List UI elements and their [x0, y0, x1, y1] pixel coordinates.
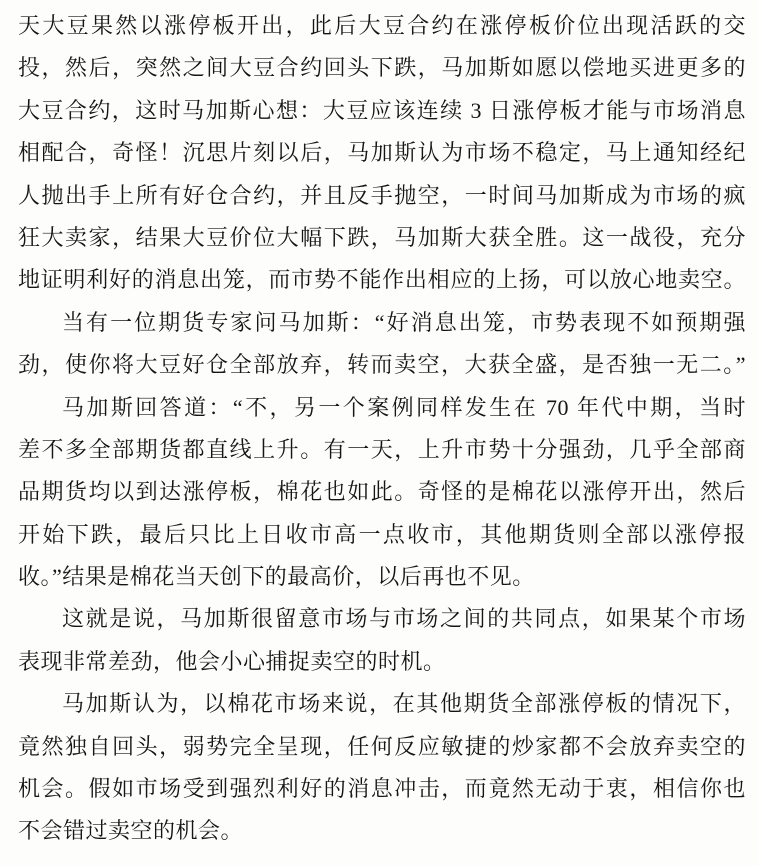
paragraph: [18, 387, 746, 599]
text-line: 大豆合约，这时马加斯心想：大豆应该连续 3 日涨停板才能与市场消息: [18, 97, 746, 123]
text-line: 不会错过卖空的机会。: [18, 818, 244, 844]
text-line: 马加斯认为，以棉花市场来说，在其他期货全部涨停板的情况下，: [62, 691, 746, 717]
text-line: 人抛出手上所有好仓合约，并且反手抛空，一时间马加斯成为市场的疯: [18, 182, 746, 208]
text-line: 天大豆果然以涨停板开出，此后大豆合约在涨停板价位出现活跃的交: [18, 13, 746, 38]
paragraph: [18, 302, 746, 387]
text-line: 这就是说，马加斯很留意市场与市场之间的共同点，如果某个市场: [62, 606, 746, 632]
text-line: 狂大卖家，结果大豆价位大幅下跌，马加斯大获全胜。这一战役，充分: [18, 224, 746, 250]
text-line: 劲，使你将大豆好仓全部放弃，转而卖空，大获全盛，是否独一无二。”: [18, 352, 746, 378]
text-line: 相配合，奇怪！沉思片刻以后，马加斯认为市场不稳定，马上通知经纪: [18, 140, 746, 166]
paragraph: [18, 683, 746, 853]
text-line: 竟然独自回头，弱势完全呈现，任何反应敏捷的炒家都不会放弃卖空的: [18, 733, 746, 759]
text-line: 马加斯回答道：“不，另一个案例同样发生在 70 年代中期，当时: [62, 394, 746, 420]
text-line: 当有一位期货专家问马加斯：“好消息出笼，市势表现不如预期强: [62, 309, 746, 335]
text-line: 差不多全部期货都直线上升。有一天，上升市势十分强劲，几乎全部商: [18, 436, 746, 462]
paragraph: [18, 5, 746, 302]
text-line: 投，然后，突然之间大豆合约回头下跌，马加斯如愿以偿地买进更多的: [18, 55, 746, 81]
paragraph: [18, 598, 746, 683]
text-line: 地证明利好的消息出笼，而市势不能作出相应的上扬，可以放心地卖空。: [18, 267, 746, 293]
text-line: 表现非常差劲，他会小心捕捉卖空的时机。: [18, 648, 446, 674]
text-line: 品期货均以到达涨停板，棉花也如此。奇怪的是棉花以涨停开出，然后: [18, 479, 746, 505]
text-line: 开始下跌，最后只比上日收市高一点收市，其他期货则全部以涨停报: [18, 521, 746, 547]
text-line: 机会。假如市场受到强烈利好的消息冲击，而竟然无动于衷，相信你也: [18, 776, 746, 802]
text-line: 收。”结果是棉花当天创下的最高价，以后再也不见。: [18, 564, 535, 590]
